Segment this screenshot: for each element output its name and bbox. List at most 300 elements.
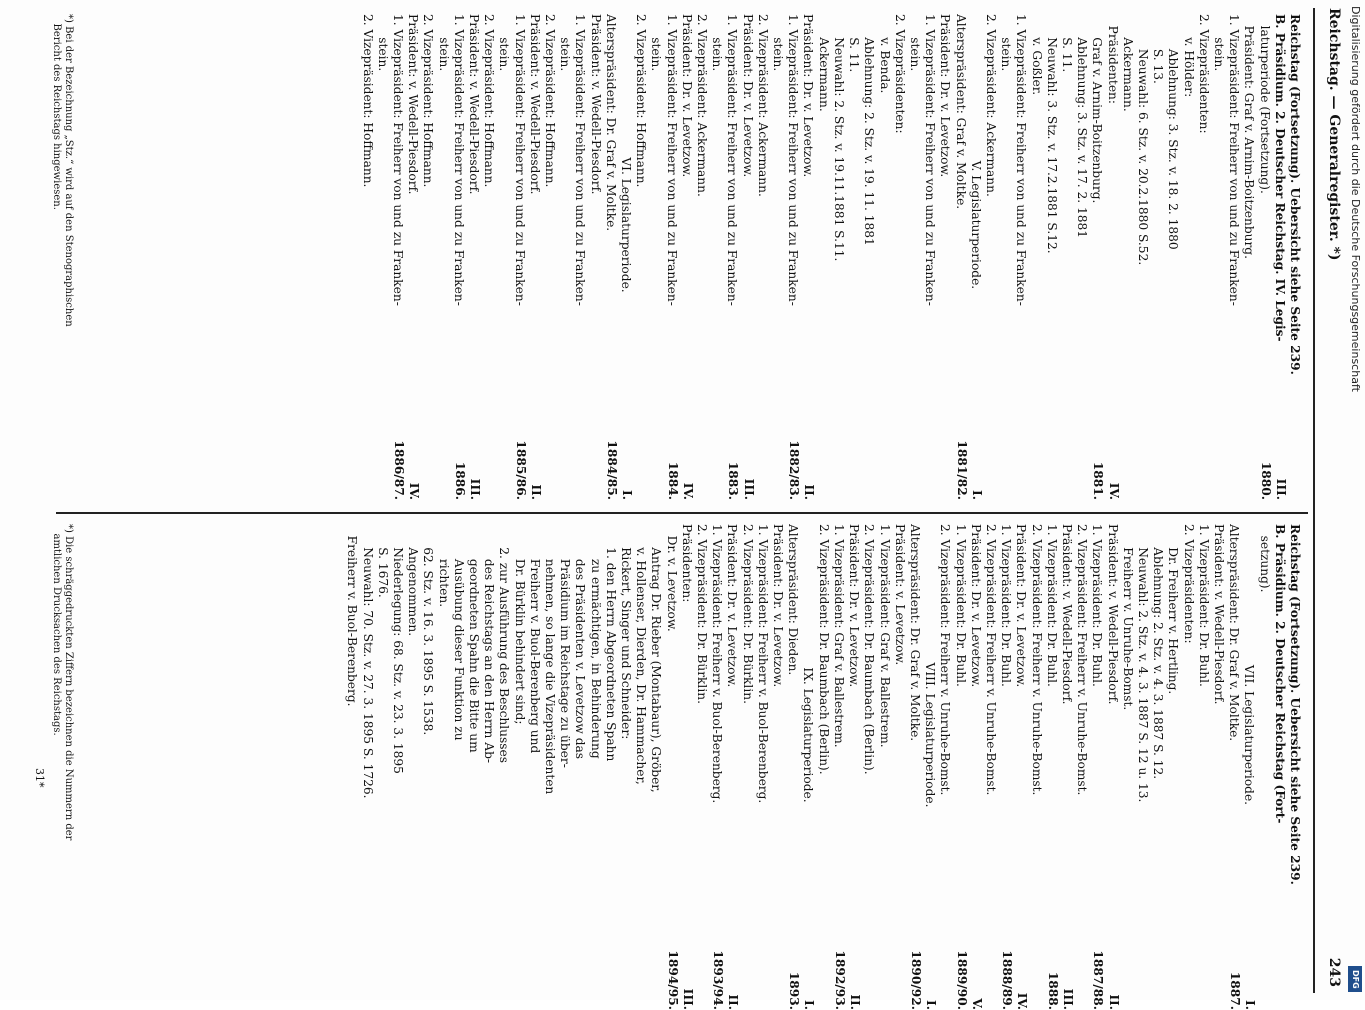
entry-line [375,524,390,1010]
header-rule [1313,8,1315,993]
session-period [375,436,390,500]
session-period [770,436,785,500]
entry-line [1165,14,1180,500]
session-period [1165,946,1180,1010]
session-period [709,436,724,500]
entry-text: VI. Legislaturperiode. [619,157,634,293]
entry-line [557,14,572,500]
entry-line [876,14,891,500]
entry-line [709,14,724,500]
session-period [1287,436,1302,500]
entry-line [694,524,709,1010]
entry-text: S. 13. [1151,14,1166,84]
entry-line [800,524,815,1010]
session-period [907,436,922,500]
session-period: 1888/89. [1000,950,1015,1010]
entry-text: zu ermächtigen, in Behinderung [588,524,603,759]
entry-line [998,14,1013,500]
entry-text: 2. Vizepräsident: Hoffmann. [634,14,649,188]
session-period: III. [1060,988,1075,1010]
session-period [1074,946,1089,1010]
entry-line [1059,14,1074,500]
entry-line [359,524,374,1010]
entry-text: 1. Vizepräsident: Graf v. Ballestrem. [831,524,846,748]
session-period: V. [969,998,984,1010]
entry-line [876,524,891,1010]
entry-text: Präsident: v. Wedell-Piesdorf. [406,14,421,195]
entry-line [359,14,374,500]
entry-text: stein. [436,14,451,72]
session-period [511,946,526,1010]
entry-line [572,524,587,1010]
entry-line [1256,524,1271,1010]
entry-text: Präsident: v. Wedell-Piesdorf. [467,14,482,195]
entry-line [496,524,511,1010]
session-period [435,946,450,1010]
session-period [694,436,709,500]
session-period: I. [620,490,635,500]
session-period: I. [969,490,984,500]
entry-line [952,14,967,500]
session-period: II. [726,994,741,1010]
entry-text: Präsidenten: [1105,14,1120,104]
entry-text: 2. Vizepräsident: Hoffmann. [421,14,436,188]
session-period: 1881. [1091,461,1106,500]
entry-text: v. Hollenser, Dierden, Dr. Hammacher, [634,524,649,785]
entry-text: VII. Legislaturperiode. [1242,664,1257,806]
digitization-note: Digitalisierung gefördert durch die Deutsche Forschungsgemeinschaft [1349,6,1362,392]
entry-text: Ablehnung: 3. Stz. v. 18. 2. 1880 [1166,14,1181,250]
entry-line [1256,14,1271,500]
entry-text: Präsident: Dr. v. Levetzow. [1014,524,1029,688]
entry-text: Präsident: Graf v. Arnim-Boitzenburg. [1242,14,1257,259]
entry-text: 2. Vizepräsident: Freiherr v. Unruhe-Bomst. [938,524,953,796]
entry-line [344,524,359,1010]
entry-line [816,14,831,500]
session-period [359,436,374,500]
session-period: II. [848,994,863,1010]
entry-line [739,524,754,1010]
session-period [892,436,907,500]
session-period [1211,946,1226,1010]
left-column [92,14,1302,500]
entry-line [1150,524,1165,1010]
entry-line [527,14,542,500]
entry-line [770,14,785,500]
entry-text: 2. Vizepräsidenten: [1196,14,1211,134]
session-period [755,436,770,500]
session-period [1028,436,1043,500]
entry-text: stein. [497,14,512,72]
entry-text: 1. Vizepräsident: Dr. Buhl. [1090,524,1105,687]
entry-line [1196,524,1211,1010]
session-period: 1882/83. [787,440,802,500]
entry-line [724,14,739,500]
entry-text: 2. Vizepräsident: Dr. Bürklin. [695,524,710,704]
entry-line [542,524,557,1010]
entry-line [557,524,572,1010]
entry-text: Angenommen. [406,524,421,637]
entry-line [390,14,405,500]
entry-text: stein. [999,14,1014,72]
session-period: I. [802,1000,817,1010]
entry-text: B. Präsidium. 2. Deutscher Reichstag. IV. Legis- [1272,14,1287,342]
entry-text: 2. Vizepräsident: Dr. Baumbach (Berlin). [816,524,831,775]
entry-line [435,524,450,1010]
entry-text: stein. [558,14,573,72]
session-period [1272,946,1287,1010]
session-period [375,946,390,1010]
entry-line [1135,14,1150,500]
session-period [481,436,496,500]
session-period: II. [1106,994,1121,1010]
entry-line [1074,524,1089,1010]
session-period [861,946,876,1010]
session-period [1120,946,1135,1010]
entry-text: V. Legislaturperiode. [968,160,983,290]
entry-line [1180,14,1195,500]
entry-text: v. Goßler. [1029,14,1044,96]
entry-line [390,524,405,1010]
session-period [587,436,602,500]
entry-line [846,14,861,500]
entry-text: 2. Vizepräsident: Ackermann. [695,14,710,197]
session-period: II. [802,484,817,500]
session-period [1135,946,1150,1010]
session-period: III. [741,478,756,500]
session-period [542,436,557,500]
entry-text: 1. Vizepräsident: Freiherr von und zu Franken- [1014,14,1029,306]
session-period [390,946,405,1010]
entry-text: 62. Stz. v. 16. 3. 1895 S. 1538. [421,524,436,736]
session-period: 1887. [1228,971,1243,1010]
session-period [1180,946,1195,1010]
entry-text: 1. Vizepräsident: Dr. Buhl. [999,524,1014,687]
session-period: III. [1273,478,1288,500]
entry-text: 1. Vizepräsident: Freiherr von und zu Franken- [391,14,406,306]
entry-line [1044,14,1059,500]
session-period [922,436,937,500]
entry-text: Reichstag (Fortsetzung). Uebersicht siehe Seite 239. [1288,14,1302,375]
session-period: 1884. [665,461,680,500]
session-period: 1880. [1258,461,1273,500]
entry-line [1013,14,1028,500]
entry-text: Präsident: v. Wedell-Piesdorf. [1059,524,1074,705]
entry-text: Präsident: v. Wedell-Piesdorf. [588,14,603,195]
entry-line [451,524,466,1010]
running-header [1316,8,1342,993]
session-period: IV. [407,482,422,500]
session-period [420,436,435,500]
footnote-left: *) Bei der Bezeichnung „Stz.“ wird auf den Stenographischen Bericht des Reichstags hingewiesen. [51,14,74,327]
session-period: 1892/93. [832,950,847,1010]
entry-text: Präsident: Dr. v. Levetzow. [801,14,816,178]
entry-line [618,14,633,500]
session-period [420,946,435,1010]
entry-text: stein. [907,14,922,72]
entry-text: Neuwahl: 6. Stz. v. 20.2.1880 S.52. [1135,14,1150,266]
session-period [816,436,831,500]
entry-text: Ablehnung: 3. Stz. v. 17. 2. 1881 [1075,14,1090,239]
session-period: 1881/82. [954,440,969,500]
entry-line [1165,524,1180,1010]
entry-text: Ackermann. [816,14,831,112]
entry-text: 1. Vizepräsident: Freiherr von und zu Franken- [451,14,466,306]
entry-line [892,524,907,1010]
entry-text: Präsident: Dr. v. Levetzow. [740,14,755,178]
entry-line [572,14,587,500]
entry-text: Niederlegung: 68. Stz. v. 23. 3. 1895 [391,524,406,774]
entry-text: 2. zur Ausführung des Beschlusses [497,524,512,763]
entry-text: Neuwahl: 70. Stz. v. 27. 3. 1895 S. 1726. [360,524,375,799]
entry-line [800,14,815,500]
entry-text: Reichstag (Fortsetzung). Uebersicht siehe Seite 239. [1288,524,1302,885]
session-period: 1888. [1045,971,1060,1010]
session-period: 1893. [787,971,802,1010]
entry-text: 2. Vizepräsident: Ackermann. [983,14,998,197]
entry-text: 1. Vizepräsident: Freiherr von und zu Franken- [512,14,527,306]
session-period [572,946,587,1010]
entry-line [618,524,633,1010]
entry-line [1028,14,1043,500]
session-period [998,436,1013,500]
session-period [831,436,846,500]
session-period [937,946,952,1010]
session-period [481,946,496,1010]
session-period [648,436,663,500]
entry-line [633,14,648,500]
entry-text: stein. [375,14,390,72]
header-page-number: 243 [1326,957,1342,987]
entry-text: 2. Vizepräsident: Freiherr v. Unruhe-Bomst. [1075,524,1090,796]
session-period: 1884/85. [604,440,619,500]
entry-text: 1. Vizepräsident: Freiherr von und zu Franken- [923,14,938,306]
session-period [405,946,420,1010]
entry-text: setzung). [1257,524,1272,593]
right-column [92,524,1302,1010]
entry-text: Ausübung dieser Funktion zu [451,524,466,741]
session-period [1150,436,1165,500]
session-period: 1886. [452,461,467,500]
entry-line [922,524,937,1010]
entry-text: Präsidenten: [679,524,694,603]
entry-text: stein. [710,14,725,72]
entry-text: geordneten Spahn die Bitte um [467,524,482,753]
entry-text: Ackermann. [1120,14,1135,112]
entry-text: Dr. Freiherr v. Hertling. [1166,524,1181,695]
session-period [344,946,359,1010]
entry-line [1150,14,1165,500]
entry-text: IX. Legislaturperiode. [801,667,816,803]
entry-text: 1. Vizepräsident: Freiherr von und zu Franken- [786,14,801,306]
entry-text: 1. Vizepräsident: Graf v. Ballestrem. [877,524,892,748]
entry-text: stein. [1211,14,1226,72]
entry-text: 1. Vizepräsident: Freiherr v. Buol-Berenberg. [710,524,725,804]
entry-text: 1. Vizepräsident: Dr. Buhl. [1044,524,1059,687]
session-period [633,436,648,500]
entry-line [663,14,678,500]
session-period: 1890/92. [908,950,923,1010]
session-period [557,436,572,500]
entry-line [1120,524,1135,1010]
session-period [1013,436,1028,500]
entry-text: Freiherr v. Buol-Berenberg und [527,524,542,754]
entry-line [587,14,602,500]
entry-text: Präsident: Dr. v. Levetzow. [968,524,983,688]
entry-text: 2. Vizepräsident: Ackermann. [755,14,770,197]
entry-line [451,14,466,500]
entry-line [481,524,496,1010]
session-period [739,946,754,1010]
session-period [527,946,542,1010]
entry-line [937,524,952,1010]
entry-line [679,524,694,1010]
session-period [1165,436,1180,500]
session-period [1241,436,1256,500]
session-period [1287,946,1302,1010]
entry-line [983,524,998,1010]
session-period [1196,946,1211,1010]
entry-text: Präsident: v. Wedell-Piesdorf. [1211,524,1226,705]
session-period [496,946,511,1010]
entry-line [831,14,846,500]
session-period [755,946,770,1010]
session-period [572,436,587,500]
entry-text: Freiherr v. Buol-Berenberg. [345,524,360,707]
session-period: 1894/95. [665,950,680,1010]
entry-text: Antrag Dr. Rieber (Montabaur), Gröber, [649,524,664,793]
entry-text: 2. Vizepräsident: Freiherr v. Unruhe-Bomst. [983,524,998,796]
session-period [1226,436,1241,500]
entry-line [922,14,937,500]
entry-line [846,524,861,1010]
entry-line [724,524,739,1010]
entry-text: Neuwahl: 2. Stz. v. 4. 3. 1887 S. 12 u. 13. [1135,524,1150,803]
entry-line [1044,524,1059,1010]
entry-line [1120,14,1135,500]
footnote-right: *) Die schräggedruckten Ziffern bezeichnen die Nummern der amtlichen Drucksachen des Reichstags. [51,524,74,841]
entry-text: richten. [436,524,451,608]
entry-text: Präsidium im Reichstage zu über- [558,524,573,768]
entry-text: 2. Vizepräsident: Dr. Bürklin. [740,524,755,704]
entry-line [1272,14,1287,500]
entry-text: Ablehnung: 2. Stz. v. 19. 11. 1881 [862,14,877,246]
entry-line [679,14,694,500]
entry-text: Alterspräsident: Dr. Graf v. Moltke. [907,524,922,742]
session-period [1059,436,1074,500]
entry-text: v. Benda. [877,14,892,94]
entry-line [770,524,785,1010]
entry-line [648,524,663,1010]
session-period: 1887/88. [1091,950,1106,1010]
entry-text: Präsident: Dr. v. Levetzow. [771,524,786,688]
entry-text: 1. Vizepräsident: Freiherr von und zu Franken- [664,14,679,306]
session-period [876,946,891,1010]
sheet-number: 31* [33,768,46,788]
session-period: 1889/90. [954,950,969,1010]
entry-text: Neuwahl: 3. Stz. v. 17.2.1881 S.12. [1044,14,1059,254]
column-divider [56,512,1308,514]
entry-line [1028,524,1043,1010]
entry-line [511,524,526,1010]
session-period [983,436,998,500]
entry-text: stein. [771,14,786,72]
entry-text: 1. Vizepräsident: Dr. Buhl. [953,524,968,687]
entry-line [603,524,618,1010]
entry-text: 2. Vizepräsident: Freiherr v. Unruhe-Bomst. [1029,524,1044,796]
entry-text: Präsident: Dr. v. Levetzow. [847,524,862,688]
entry-text: 1. den Herrn Abgeordneten Spahn [603,524,618,762]
entry-line [1196,14,1211,500]
entry-text: Freiherr v. Unruhe-Bomst. [1120,524,1135,711]
session-period [1211,436,1226,500]
entry-text: B. Präsidium. 2. Deutscher Reichstag (Fort- [1272,524,1287,824]
rotated-document-page [12,8,1342,1010]
entry-line [1104,524,1119,1010]
entry-text: Alterspräsident: Graf v. Moltke. [953,14,968,210]
session-period: 1886/87. [392,440,407,500]
entry-line [1226,14,1241,500]
entry-text: 2. Vizepräsident: Hoffmann. [482,14,497,188]
session-period [1044,436,1059,500]
entry-line [816,524,831,1010]
entry-text: v. Hölder: [1181,14,1196,98]
entry-line [542,14,557,500]
entry-text: Präsident: Dr. v. Levetzow. [725,524,740,688]
entry-text: Rickert, Singer und Schneider: [619,524,634,740]
entry-text: Dr. v. Levetzow. [664,524,679,632]
entry-text: 2. Vizepräsident: Hoffmann. [360,14,375,188]
entry-text: 1. Vizepräsident: Freiherr von und zu Franken- [725,14,740,306]
session-period [1120,436,1135,500]
entry-text: Präsident: v. Wedell-Piesdorf. [527,14,542,195]
entry-line [1135,524,1150,1010]
session-period [892,946,907,1010]
session-period [1135,436,1150,500]
entry-line [755,524,770,1010]
entry-line [1180,524,1195,1010]
entry-line [892,14,907,500]
entry-line [435,14,450,500]
entry-text: 2. Vizepräsident: Dr. Baumbach (Berlin). [862,524,877,775]
entry-line [405,14,420,500]
entry-line [831,524,846,1010]
session-period [542,946,557,1010]
entry-text: Dr. Bürklin behindert sind; [512,524,527,725]
entry-line [907,524,922,1010]
entry-line [648,14,663,500]
entry-line [511,14,526,500]
entry-text: Ablehnung: 2. Stz. v. 4. 3. 1887 S. 12. [1151,524,1166,780]
entry-line [1211,524,1226,1010]
session-period: IV. [1015,992,1030,1010]
session-period [435,436,450,500]
entry-text: Alterspräsident: Dieden. [786,524,801,676]
session-period: 1885/86. [513,440,528,500]
session-period [1256,946,1271,1010]
entry-text: S. 11. [847,14,862,73]
session-period [618,946,633,1010]
entry-text: S. 1676. [375,524,390,598]
session-period [770,946,785,1010]
entry-line [861,524,876,1010]
digitization-sidebar [1346,6,1364,996]
session-period [451,946,466,1010]
entry-text: Neuwahl: 2. Stz. v. 19.11.1881 S.11. [831,14,846,262]
entry-line [952,524,967,1010]
entry-line [420,14,435,500]
session-period [359,946,374,1010]
